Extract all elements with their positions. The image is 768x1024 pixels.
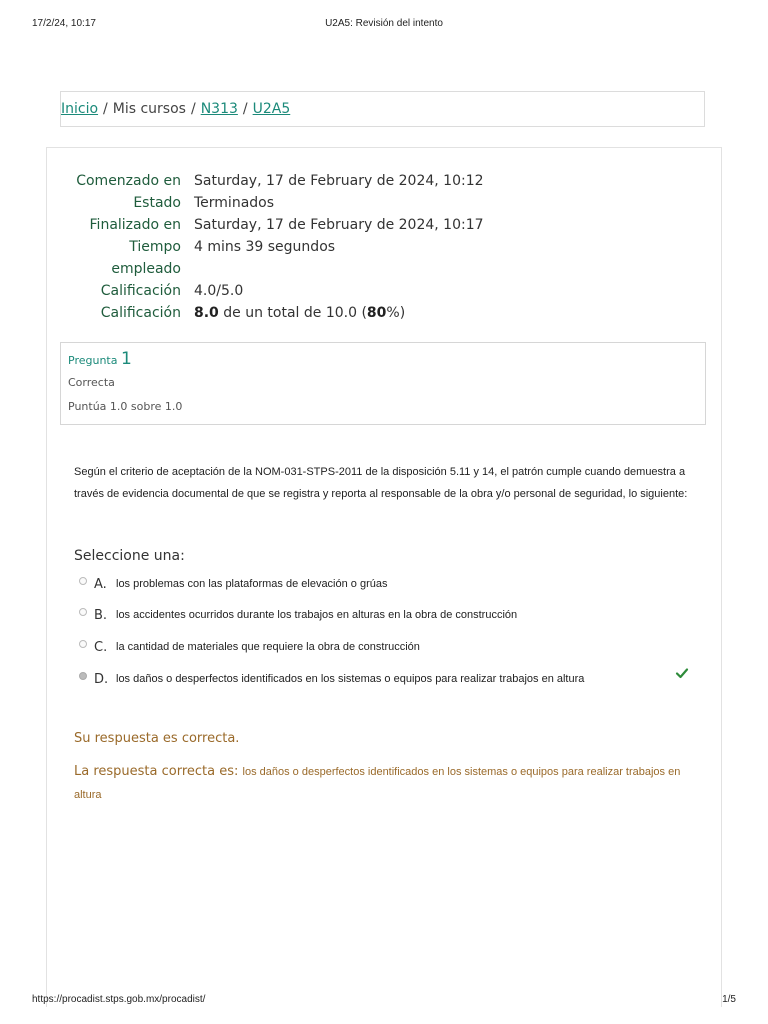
option-letter: D.: [94, 671, 109, 687]
radio-b[interactable]: [79, 608, 87, 616]
marks-value: 4.0/5.0: [194, 283, 244, 299]
answer-option-d[interactable]: [79, 669, 584, 689]
finished-label: Finalizado en: [89, 217, 181, 233]
breadcrumb-separator: /: [242, 101, 248, 117]
breadcrumb: [60, 91, 705, 127]
print-date: 17/2/24, 10:17: [32, 18, 96, 29]
right-answer: [74, 760, 694, 806]
breadcrumb-home-link[interactable]: Inicio: [61, 101, 99, 117]
state-label: Estado: [133, 195, 181, 211]
summary-row-time: [46, 236, 514, 280]
print-page-number: 1/5: [722, 994, 736, 1005]
breadcrumb-my-courses: Mis cursos: [112, 101, 186, 117]
feedback-correct: Su respuesta es correcta.: [74, 731, 240, 746]
breadcrumb-separator: /: [103, 101, 108, 117]
grade-percent: 80: [366, 305, 387, 321]
radio-a[interactable]: [79, 577, 87, 585]
breadcrumb-separator: /: [190, 101, 196, 117]
radio-d[interactable]: [79, 672, 87, 680]
right-answer-text: los daños o desperfectos identificados en los sistemas o equipos para realizar trabajos en altura: [74, 766, 681, 801]
summary-row-marks: [46, 280, 514, 302]
answer-option-b[interactable]: [79, 605, 517, 625]
grade-label: Calificación: [100, 305, 181, 321]
time-label-line1: Tiempo: [129, 239, 181, 255]
time-label-line2: empleado: [111, 261, 181, 277]
option-letter: A.: [94, 576, 107, 592]
grade-value: [194, 302, 514, 324]
breadcrumb-activity-link[interactable]: U2A5: [252, 101, 291, 117]
option-letter: C.: [94, 639, 108, 655]
summary-row-grade: [46, 302, 514, 324]
option-text: la cantidad de materiales que requiere la obra de construcción: [116, 641, 420, 653]
question-text: Según el criterio de aceptación de la NOM-031-STPS-2011 de la disposición 5.11 y 14, el patrón cumple cuando demuestra a través de evidencia documental de que se registra y reporta al responsable de la obra y/o personal de seguridad, lo siguiente:: [74, 466, 688, 500]
question-points: Puntúa 1.0 sobre 1.0: [68, 400, 183, 413]
marks-label: Calificación: [100, 283, 181, 299]
grade-mid: de un total de 10.0 (: [218, 305, 367, 321]
question-info-box: [60, 342, 706, 425]
summary-row-started: [46, 170, 514, 192]
question-label: Pregunta: [68, 354, 118, 367]
option-text: los daños o desperfectos identificados en los sistemas o equipos para realizar trabajos en altura: [116, 673, 585, 685]
question-number: [68, 349, 698, 371]
grade-end: %): [386, 305, 406, 321]
summary-row-state: [46, 192, 514, 214]
time-value: 4 mins 39 segundos: [194, 239, 336, 255]
state-value: Terminados: [194, 195, 275, 211]
print-title: U2A5: Revisión del intento: [325, 18, 443, 29]
time-label: [46, 236, 194, 280]
finished-value: Saturday, 17 de February de 2024, 10:17: [194, 217, 484, 233]
summary-row-finished: [46, 214, 514, 236]
question-number-value: 1: [120, 349, 132, 369]
radio-c[interactable]: [79, 640, 87, 648]
attempt-summary: [46, 170, 514, 324]
option-letter: B.: [94, 607, 108, 623]
started-value: Saturday, 17 de February de 2024, 10:12: [194, 173, 484, 189]
breadcrumb-course-link[interactable]: N313: [200, 101, 238, 117]
question-state: Correcta: [68, 376, 115, 389]
answer-option-a[interactable]: [79, 574, 387, 594]
print-url: https://procadist.stps.gob.mx/procadist/: [32, 994, 206, 1005]
select-one-prompt: Seleccione una:: [74, 548, 185, 564]
right-answer-lead: La respuesta correcta es:: [74, 764, 243, 779]
started-label: Comenzado en: [76, 173, 181, 189]
check-icon: [675, 666, 689, 680]
option-text: los accidentes ocurridos durante los trabajos en alturas en la obra de construcción: [116, 609, 518, 621]
grade-score: 8.0: [194, 305, 219, 321]
answer-option-c[interactable]: [79, 637, 420, 657]
option-text: los problemas con las plataformas de elevación o grúas: [116, 578, 388, 590]
